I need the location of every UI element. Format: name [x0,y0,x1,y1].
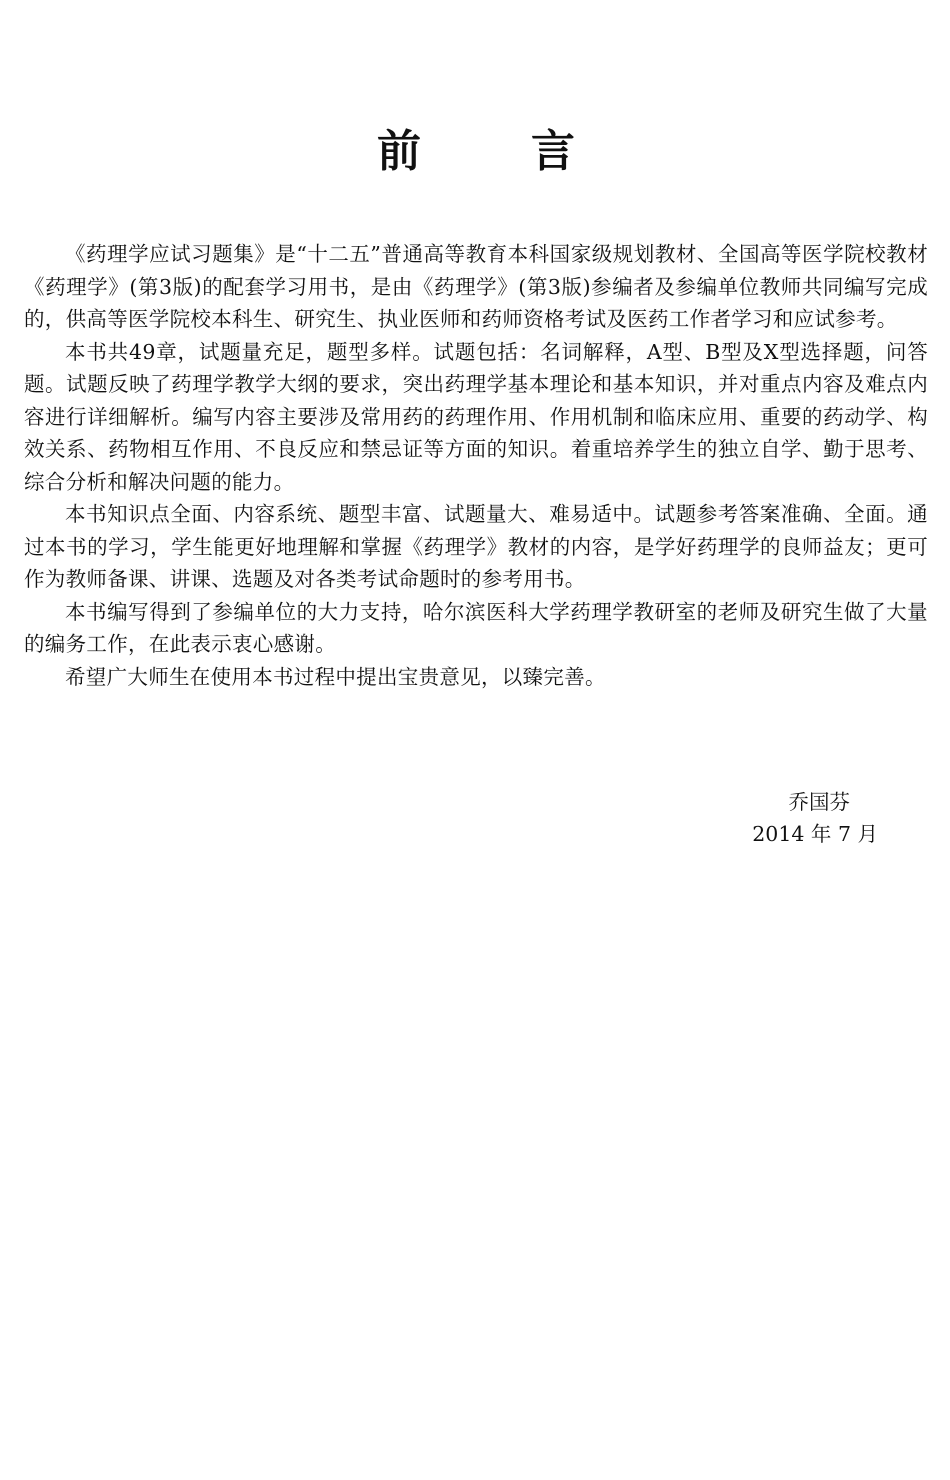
signature-block [752,786,878,850]
paragraph-4: 本书编写得到了参编单位的大力支持，哈尔滨医科大学药理学教研室的老师及研究生做了大量的编务工作，在此表示衷心感谢。 [24,599,928,656]
paragraph-2: 本书共49章，试题量充足，题型多样。试题包括：名词解释，A型、B型及X型选择题，问答题。试题反映了药理学教学大纲的要求，突出药理学基本理论和基本知识，并对重点内容及难点内容进行详细解析。编写内容主要涉及常用药的药理作用、作用机制和临床应用、重要的药动学、构效关系、药物相互作用、不良反应和禁忌证等方面的知识。着重培养学生的独立自学、勤于思考、综合分析和解决问题的能力。 [24,339,928,494]
author-name: 乔国芬 [788,790,850,814]
paragraph-3: 本书知识点全面、内容系统、题型丰富、试题量大、难易适中。试题参考答案准确、全面。通过本书的学习，学生能更好地理解和掌握《药理学》教材的内容，是学好药理学的良师益友；更可作为教师备课、讲课、选题及对各类考试命题时的参考用书。 [24,502,928,591]
document-page [24,0,928,1480]
preface-body [24,238,928,693]
signature-date: 2014 年 7 月 [752,822,878,846]
page-title: 前言 [377,126,685,177]
paragraph-1: 《药理学应试习题集》是“十二五”普通高等教育本科国家级规划教材、全国高等医学院校教材《药理学》(第3版)的配套学习用书，是由《药理学》(第3版)参编者及参编单位教师共同编写完成的，供高等医学院校本科生、研究生、执业医师和药师资格考试及医药工作者学习和应试参考。 [24,242,928,331]
paragraph-5: 希望广大师生在使用本书过程中提出宝贵意见，以臻完善。 [65,664,606,689]
